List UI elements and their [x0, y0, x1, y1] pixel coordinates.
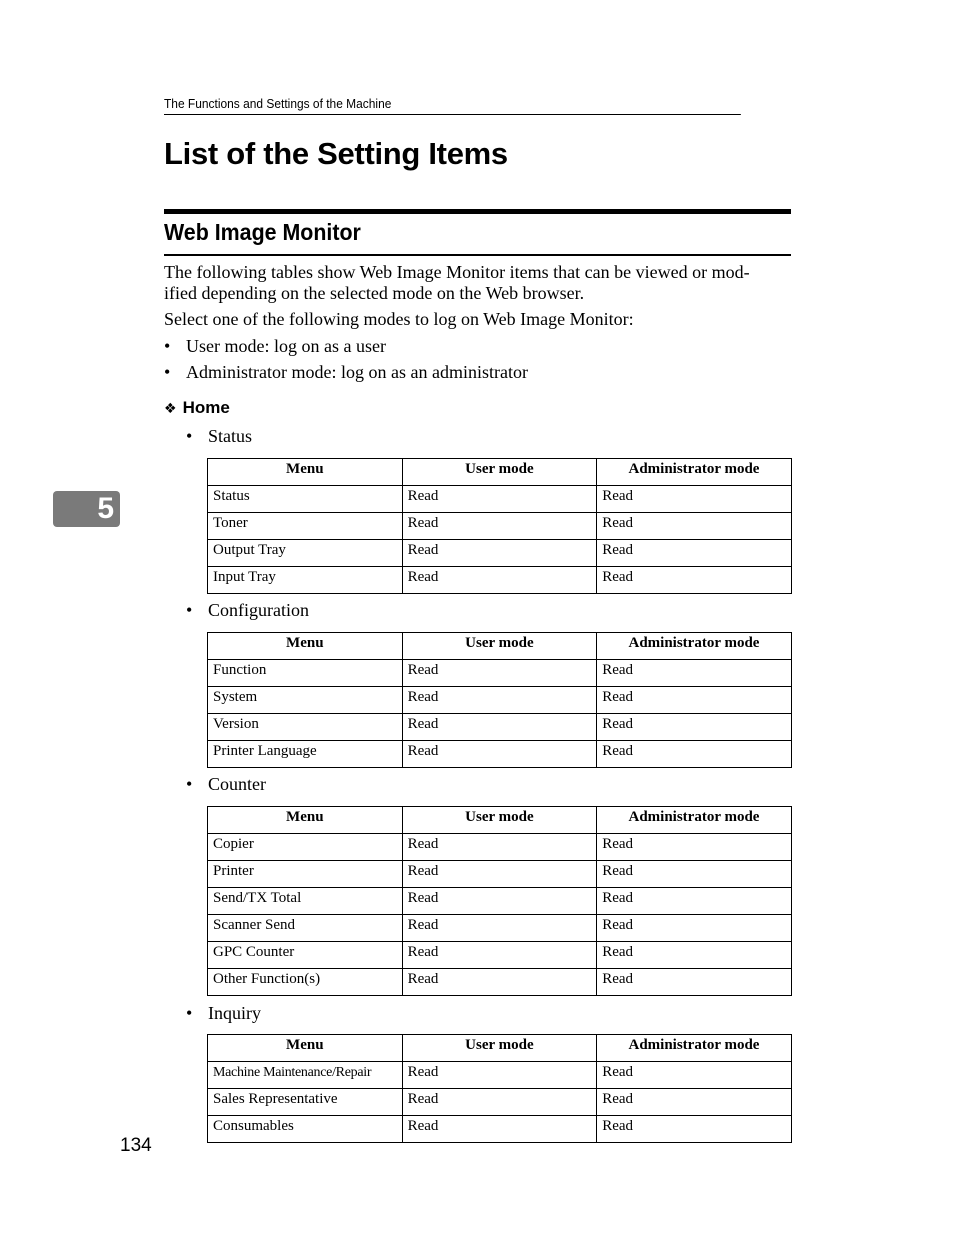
admin-mode-cell: Read — [597, 1062, 792, 1089]
user-mode-cell: Read — [402, 567, 597, 594]
menu-cell: Consumables — [208, 1116, 403, 1143]
menu-cell: Input Tray — [208, 567, 403, 594]
table-header-row — [208, 459, 792, 486]
header-menu: Menu — [208, 807, 403, 834]
mode-list-item — [164, 362, 528, 383]
admin-mode-cell: Read — [597, 969, 792, 996]
admin-mode-cell: Read — [597, 567, 792, 594]
header-user-mode: User mode — [402, 1035, 597, 1062]
table-row — [208, 567, 792, 594]
bullet-icon: • — [164, 362, 171, 382]
table-row — [208, 834, 792, 861]
bullet-icon: • — [186, 774, 193, 794]
group-label: Status — [208, 426, 253, 446]
menu-cell: Output Tray — [208, 540, 403, 567]
table-row — [208, 714, 792, 741]
user-mode-cell: Read — [402, 915, 597, 942]
admin-mode-cell: Read — [597, 942, 792, 969]
user-mode-cell: Read — [402, 1116, 597, 1143]
menu-cell: Function — [208, 660, 403, 687]
user-mode-cell: Read — [402, 834, 597, 861]
subsection-heading — [164, 398, 230, 418]
table-row — [208, 915, 792, 942]
inquiry-table — [207, 1034, 792, 1143]
menu-cell: Scanner Send — [208, 915, 403, 942]
user-mode-cell: Read — [402, 861, 597, 888]
menu-cell: Sales Representative — [208, 1089, 403, 1116]
admin-mode-cell: Read — [597, 687, 792, 714]
heading-rule — [164, 209, 791, 214]
admin-mode-cell: Read — [597, 888, 792, 915]
table-row — [208, 513, 792, 540]
group-label-counter — [186, 774, 266, 795]
chapter-tab — [53, 491, 120, 527]
counter-table — [207, 806, 792, 996]
user-mode-cell: Read — [402, 1089, 597, 1116]
header-user-mode: User mode — [402, 459, 597, 486]
configuration-table — [207, 632, 792, 768]
admin-mode-cell: Read — [597, 486, 792, 513]
admin-mode-cell: Read — [597, 540, 792, 567]
table-row — [208, 1062, 792, 1089]
group-label: Inquiry — [208, 1003, 261, 1023]
bullet-icon: • — [186, 600, 193, 620]
header-user-mode: User mode — [402, 807, 597, 834]
chapter-number: 5 — [97, 492, 114, 525]
menu-cell: Other Function(s) — [208, 969, 403, 996]
group-label: Configuration — [208, 600, 309, 620]
menu-cell: Version — [208, 714, 403, 741]
bullet-icon: • — [186, 1003, 193, 1023]
menu-cell: Printer Language — [208, 741, 403, 768]
table-header-row — [208, 633, 792, 660]
user-mode-cell: Read — [402, 741, 597, 768]
admin-mode-cell: Read — [597, 861, 792, 888]
table-row — [208, 741, 792, 768]
page-number: 134 — [120, 1135, 152, 1156]
admin-mode-cell: Read — [597, 741, 792, 768]
table-row — [208, 969, 792, 996]
header-menu: Menu — [208, 459, 403, 486]
user-mode-cell: Read — [402, 540, 597, 567]
header-menu: Menu — [208, 633, 403, 660]
subsection-title: Home — [182, 398, 230, 417]
menu-cell: Send/TX Total — [208, 888, 403, 915]
menu-cell: Printer — [208, 861, 403, 888]
menu-cell: Toner — [208, 513, 403, 540]
admin-mode-cell: Read — [597, 915, 792, 942]
menu-cell: GPC Counter — [208, 942, 403, 969]
section-title: Web Image Monitor — [164, 219, 361, 245]
table-row — [208, 1089, 792, 1116]
diamond-bullet-icon: ❖ — [164, 401, 177, 417]
bullet-icon: • — [164, 336, 171, 356]
group-label-inquiry — [186, 1003, 261, 1024]
mode-text: Administrator mode: log on as an administrator — [186, 362, 528, 382]
bullet-icon: • — [186, 426, 193, 446]
page-title: List of the Setting Items — [164, 136, 508, 171]
table-row — [208, 861, 792, 888]
header-user-mode: User mode — [402, 633, 597, 660]
running-head: The Functions and Settings of the Machine — [164, 96, 741, 115]
section-rule — [164, 254, 791, 256]
menu-cell: Status — [208, 486, 403, 513]
header-admin-mode: Administrator mode — [597, 633, 792, 660]
user-mode-cell: Read — [402, 687, 597, 714]
user-mode-cell: Read — [402, 513, 597, 540]
mode-list-item — [164, 336, 386, 357]
admin-mode-cell: Read — [597, 714, 792, 741]
user-mode-cell: Read — [402, 714, 597, 741]
menu-cell: Copier — [208, 834, 403, 861]
header-admin-mode: Administrator mode — [597, 1035, 792, 1062]
header-menu: Menu — [208, 1035, 403, 1062]
intro-line-2: ified depending on the selected mode on the Web browser. — [164, 283, 585, 303]
user-mode-cell: Read — [402, 486, 597, 513]
group-label-status — [186, 426, 252, 447]
menu-cell: System — [208, 687, 403, 714]
mode-text: User mode: log on as a user — [186, 336, 386, 356]
select-mode-text: Select one of the following modes to log on Web Image Monitor: — [164, 309, 634, 329]
table-row — [208, 660, 792, 687]
user-mode-cell: Read — [402, 969, 597, 996]
admin-mode-cell: Read — [597, 660, 792, 687]
header-admin-mode: Administrator mode — [597, 459, 792, 486]
table-row — [208, 888, 792, 915]
admin-mode-cell: Read — [597, 834, 792, 861]
table-row — [208, 486, 792, 513]
intro-line-1: The following tables show Web Image Monitor items that can be viewed or mod- — [164, 262, 750, 282]
user-mode-cell: Read — [402, 1062, 597, 1089]
table-row — [208, 942, 792, 969]
admin-mode-cell: Read — [597, 1089, 792, 1116]
group-label-configuration — [186, 600, 309, 621]
table-header-row — [208, 807, 792, 834]
user-mode-cell: Read — [402, 942, 597, 969]
admin-mode-cell: Read — [597, 1116, 792, 1143]
table-row — [208, 540, 792, 567]
table-row — [208, 1116, 792, 1143]
user-mode-cell: Read — [402, 888, 597, 915]
table-row — [208, 687, 792, 714]
menu-cell: Machine Maintenance/Repair — [208, 1062, 403, 1089]
group-label: Counter — [208, 774, 266, 794]
header-admin-mode: Administrator mode — [597, 807, 792, 834]
status-table — [207, 458, 792, 594]
table-header-row — [208, 1035, 792, 1062]
user-mode-cell: Read — [402, 660, 597, 687]
admin-mode-cell: Read — [597, 513, 792, 540]
